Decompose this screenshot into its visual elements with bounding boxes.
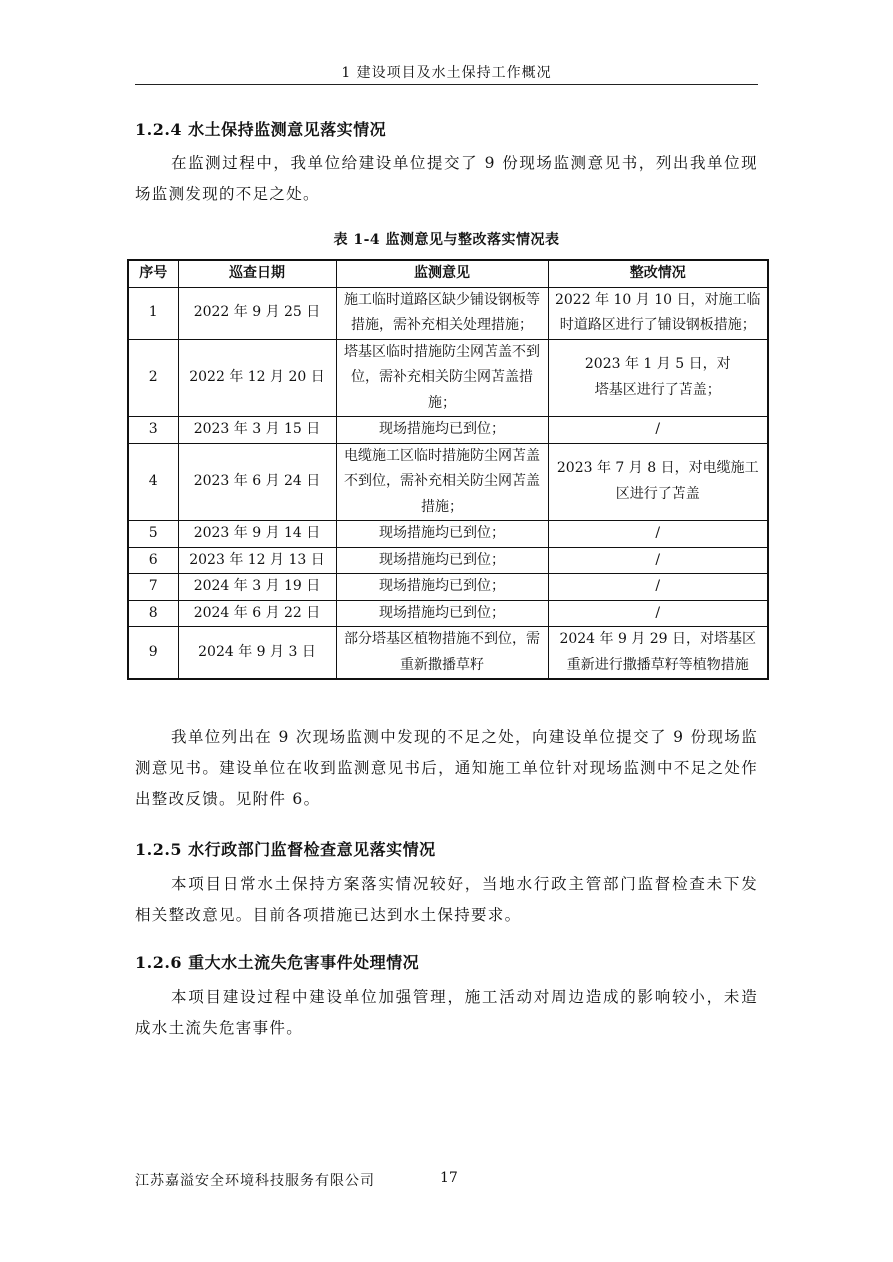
cell-date: 2022 年 12 月 20 日 [178,339,336,417]
cell-opinion: 现场措施均已到位； [336,521,548,548]
cell-no: 5 [128,521,178,548]
cell-rectification: 2024 年 9 月 29 日，对塔基区重新进行撒播草籽等植物措施 [548,627,768,680]
cell-no: 1 [128,287,178,339]
cell-opinion: 现场措施均已到位； [336,547,548,574]
section-1-2-5-paragraph: 本项目日常水土保持方案落实情况较好，当地水行政主管部门监督检查未下发相关整改意见。目前各项措施已达到水土保持要求。 [135,875,758,924]
header-rule [135,84,758,85]
cell-date: 2023 年 9 月 14 日 [178,521,336,548]
section-heading-1-2-4: 1.2.4 水土保持监测意见落实情况 [135,120,387,139]
cell-date: 2024 年 9 月 3 日 [178,627,336,680]
monitoring-table [127,259,769,680]
footer-company: 江苏嘉溢安全环境科技服务有限公司 [135,1173,375,1189]
cell-opinion: 部分塔基区植物措施不到位，需重新撒播草籽 [336,627,548,680]
after-table-paragraph: 我单位列出在 9 次现场监测中发现的不足之处，向建设单位提交了 9 份现场监测意见书。建设单位在收到监测意见书后，通知施工单位针对现场监测中不足之处作出整改反馈。见附件 6。 [135,728,758,808]
section-heading-1-2-5: 1.2.5 水行政部门监督检查意见落实情况 [135,840,436,859]
cell-rectification: / [548,521,768,548]
cell-no: 2 [128,339,178,417]
table-row [128,417,768,444]
section-1-2-4-paragraph: 在监测过程中，我单位给建设单位提交了 9 份现场监测意见书，列出我单位现场监测发现的不足之处。 [135,154,758,203]
section-1-2-6-paragraph: 本项目建设过程中建设单位加强管理，施工活动对周边造成的影响较小，未造成水土流失危害事件。 [135,988,758,1037]
table-row [128,443,768,521]
cell-rectification: / [548,417,768,444]
table-row [128,600,768,627]
cell-opinion: 电缆施工区临时措施防尘网苫盖不到位，需补充相关防尘网苫盖措施； [336,443,548,521]
table-header-row [128,260,768,287]
cell-opinion: 现场措施均已到位； [336,417,548,444]
table-caption: 表 1-4 监测意见与整改落实情况表 [333,232,560,248]
cell-rectification: / [548,574,768,601]
cell-rectification: / [548,547,768,574]
cell-date: 2023 年 3 月 15 日 [178,417,336,444]
cell-rectification: 2023 年 1 月 5 日，对塔基区进行了苫盖； [548,339,768,417]
cell-opinion: 塔基区临时措施防尘网苫盖不到位，需补充相关防尘网苫盖措施； [336,339,548,417]
cell-no: 8 [128,600,178,627]
cell-no: 6 [128,547,178,574]
page-number: 17 [440,1170,458,1186]
cell-rectification: / [548,600,768,627]
running-header: 1 建设项目及水土保持工作概况 [341,65,552,81]
cell-no: 4 [128,443,178,521]
column-header-opinion: 监测意见 [336,260,548,287]
cell-rectification: 2023 年 7 月 8 日，对电缆施工区进行了苫盖 [548,443,768,521]
cell-opinion: 现场措施均已到位； [336,574,548,601]
cell-date: 2023 年 12 月 13 日 [178,547,336,574]
cell-date: 2024 年 3 月 19 日 [178,574,336,601]
cell-date: 2022 年 9 月 25 日 [178,287,336,339]
column-header-rectification: 整改情况 [548,260,768,287]
cell-no: 3 [128,417,178,444]
cell-opinion: 施工临时道路区缺少铺设钢板等措施，需补充相关处理措施； [336,287,548,339]
cell-date: 2023 年 6 月 24 日 [178,443,336,521]
cell-date: 2024 年 6 月 22 日 [178,600,336,627]
cell-rectification: 2022 年 10 月 10 日，对施工临时道路区进行了铺设钢板措施； [548,287,768,339]
table-row [128,627,768,680]
column-header-date: 巡查日期 [178,260,336,287]
cell-no: 7 [128,574,178,601]
table-row [128,521,768,548]
section-heading-1-2-6: 1.2.6 重大水土流失危害事件处理情况 [135,953,420,972]
table-row [128,574,768,601]
cell-no: 9 [128,627,178,680]
table-row [128,339,768,417]
table-row [128,287,768,339]
column-header-no: 序号 [128,260,178,287]
cell-opinion: 现场措施均已到位； [336,600,548,627]
table-row [128,547,768,574]
